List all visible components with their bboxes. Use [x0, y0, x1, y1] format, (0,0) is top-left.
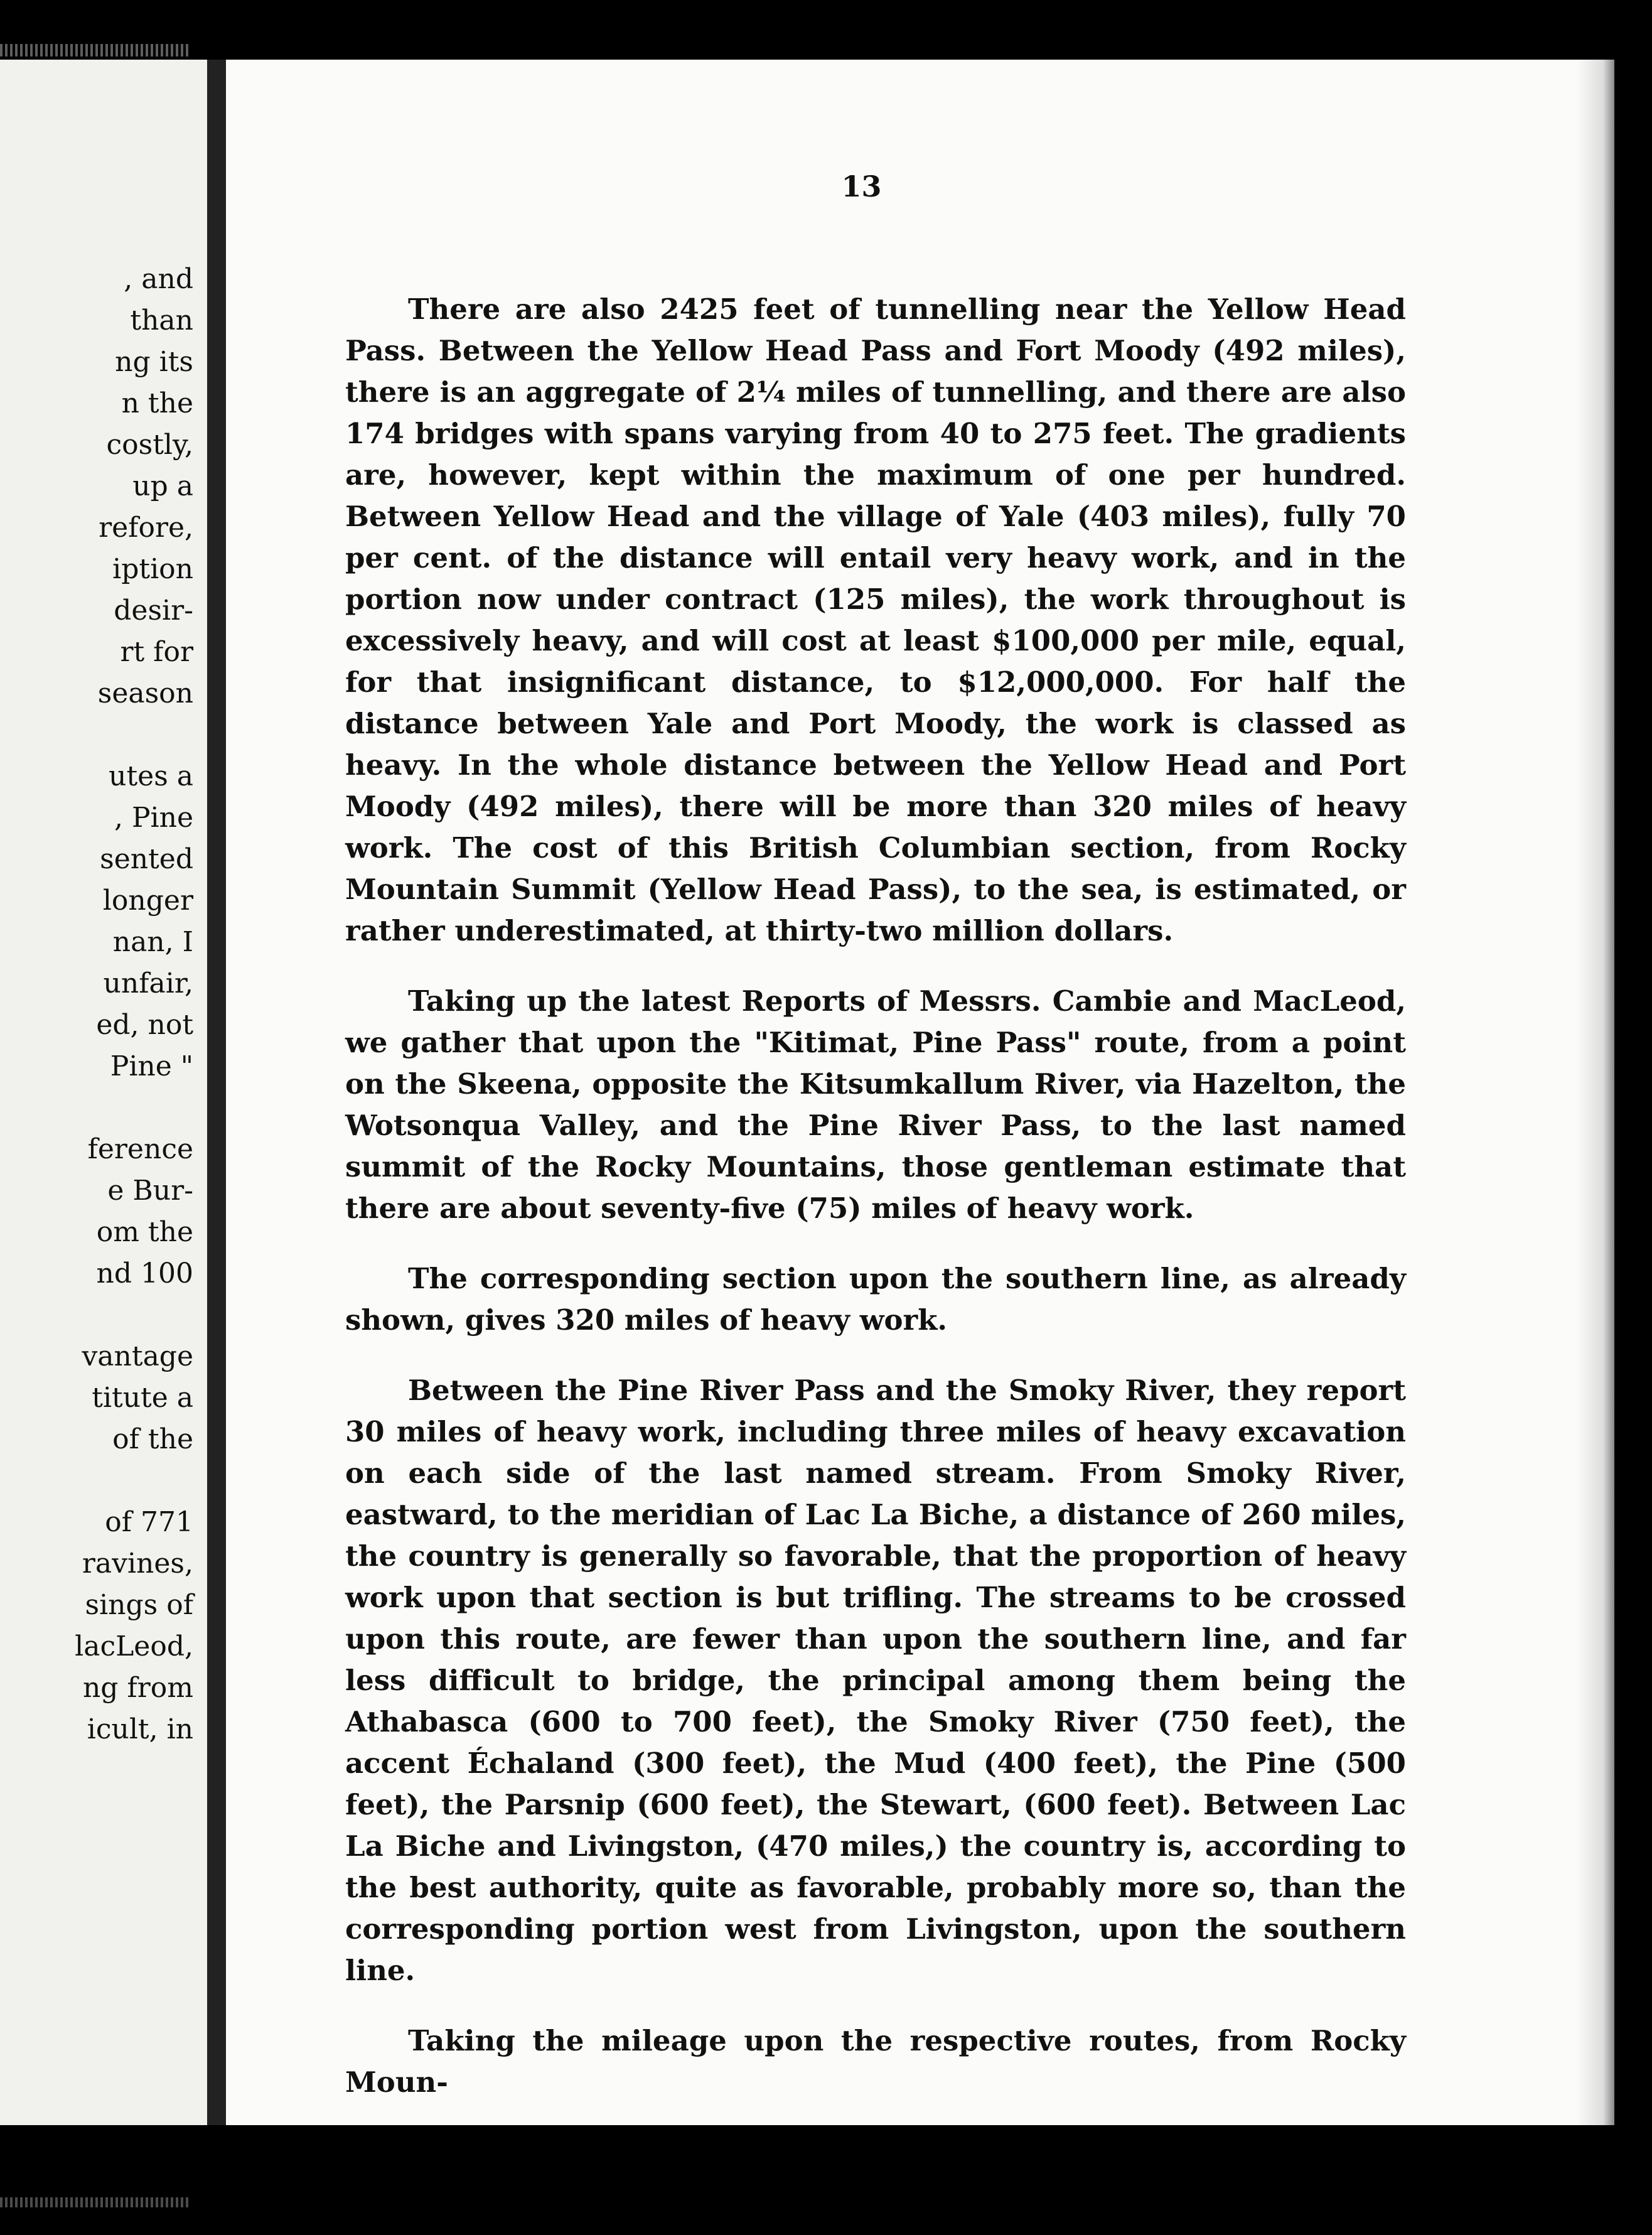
- left-page-line: n the: [121, 387, 193, 419]
- page-number: 13: [841, 170, 882, 203]
- left-page-line: , and: [124, 263, 193, 295]
- left-page-line: rt for: [120, 636, 193, 668]
- left-page-line: costly,: [106, 429, 193, 461]
- left-page-line: Pine ": [110, 1050, 193, 1082]
- left-page-line: of the: [112, 1423, 193, 1455]
- left-page-line: longer: [102, 885, 193, 917]
- left-page-line: ng from: [82, 1672, 193, 1704]
- left-page-line: of 771: [105, 1506, 193, 1538]
- left-page: [0, 60, 207, 2125]
- left-page-line: ed, not: [96, 1009, 193, 1041]
- left-page-line: vantage: [82, 1340, 193, 1372]
- left-page-line: sings of: [85, 1589, 193, 1621]
- left-page-line: icult, in: [87, 1713, 193, 1745]
- left-page-line: sented: [100, 843, 193, 875]
- left-page-line: up a: [132, 470, 193, 502]
- left-page-line: nd 100: [96, 1258, 193, 1290]
- left-page-line: nan, I: [112, 926, 193, 958]
- left-page-line: unfair,: [103, 967, 193, 999]
- paragraph: Taking the mileage upon the respective routes, from Rocky Moun-: [345, 2024, 1406, 2099]
- book-spine: [207, 60, 226, 2125]
- left-page-line: titute a: [92, 1382, 193, 1414]
- left-page-line: e Bur-: [107, 1175, 193, 1207]
- left-page-line: desir-: [114, 595, 193, 627]
- left-page-line: season: [97, 677, 193, 709]
- left-page-line: than: [130, 304, 193, 337]
- paragraph: Between the Pine River Pass and the Smoky River, they report 30 miles of heavy work, including three miles of heavy excavation on each side of the last named stream. From Smoky River, eastward, to the meridian of Lac La Biche, a distance of 260 miles, the country is generally so favorable, that the proportion of heavy work upon that section is but trifling. The streams to be crossed upon this route, are fewer than upon the southern line, and far less difficult to bridge, the principal among them being the Athabasca (600 to 700 feet), the Smoky River (750 feet), the accent Échaland (300 feet), the Mud (400 feet), the Pine (500 feet), the Parsnip (600 feet), the Stewart, (600 feet). Between Lac La Biche and Livingston, (470 miles,) the country is, according to the best authority, quite as favorable, probably more so, than the corresponding portion west from Livingston, upon the southern line.: [345, 1374, 1406, 1987]
- left-page-line: refore,: [99, 512, 193, 544]
- paragraph: Taking up the latest Reports of Messrs. Cambie and MacLeod, we gather that upon the "Kitimat, Pine Pass" route, from a point on the Skeena, opposite the Kitsumkallum River, via Hazelton, the Wotsonqua Valley, and the Pine River Pass, to the last named summit of the Rocky Mountains, those gentleman estimate that there are about seventy-five (75) miles of heavy work.: [345, 984, 1406, 1225]
- page-edge: [1577, 60, 1614, 2125]
- left-page-line: om the: [96, 1216, 193, 1248]
- scan-artifact-bottom: [0, 2197, 188, 2207]
- left-page-line: ravines,: [82, 1548, 193, 1580]
- left-page-line: lacLeod,: [75, 1630, 193, 1662]
- scan-artifact-top: [0, 44, 188, 57]
- paragraph: There are also 2425 feet of tunnelling near the Yellow Head Pass. Between the Yellow Head Pass and Fort Moody (492 miles), there is an aggregate of 2¼ miles of tunnelling, and there are also 174 bridges with spans varying from 40 to 275 feet. The gradients are, however, kept within the maximum of one per hundred. Between Yellow Head and the village of Yale (403 miles), fully 70 per cent. of the distance will entail very heavy work, and in the portion now under contract (125 miles), the work throughout is excessively heavy, and will cost at least $100,000 per mile, equal, for that insignificant distance, to $12,000,000. For half the distance between Yale and Port Moody, the work is classed as heavy. In the whole distance between the Yellow Head and Port Moody (492 miles), there will be more than 320 miles of heavy work. The cost of this British Columbian section, from Rocky Mountain Summit (Yellow Head Pass), to the sea, is estimated, or rather underestimated, at thirty-two million dollars.: [345, 293, 1406, 947]
- left-page-line: iption: [112, 553, 193, 585]
- left-page-line: ng its: [115, 346, 193, 378]
- left-page-line: , Pine: [114, 802, 193, 834]
- left-page-line: utes a: [109, 760, 193, 792]
- body-text: [345, 289, 1406, 2103]
- paragraph: The corresponding section upon the southern line, as already shown, gives 320 miles of heavy work.: [345, 1262, 1406, 1337]
- left-page-line: ference: [87, 1133, 193, 1165]
